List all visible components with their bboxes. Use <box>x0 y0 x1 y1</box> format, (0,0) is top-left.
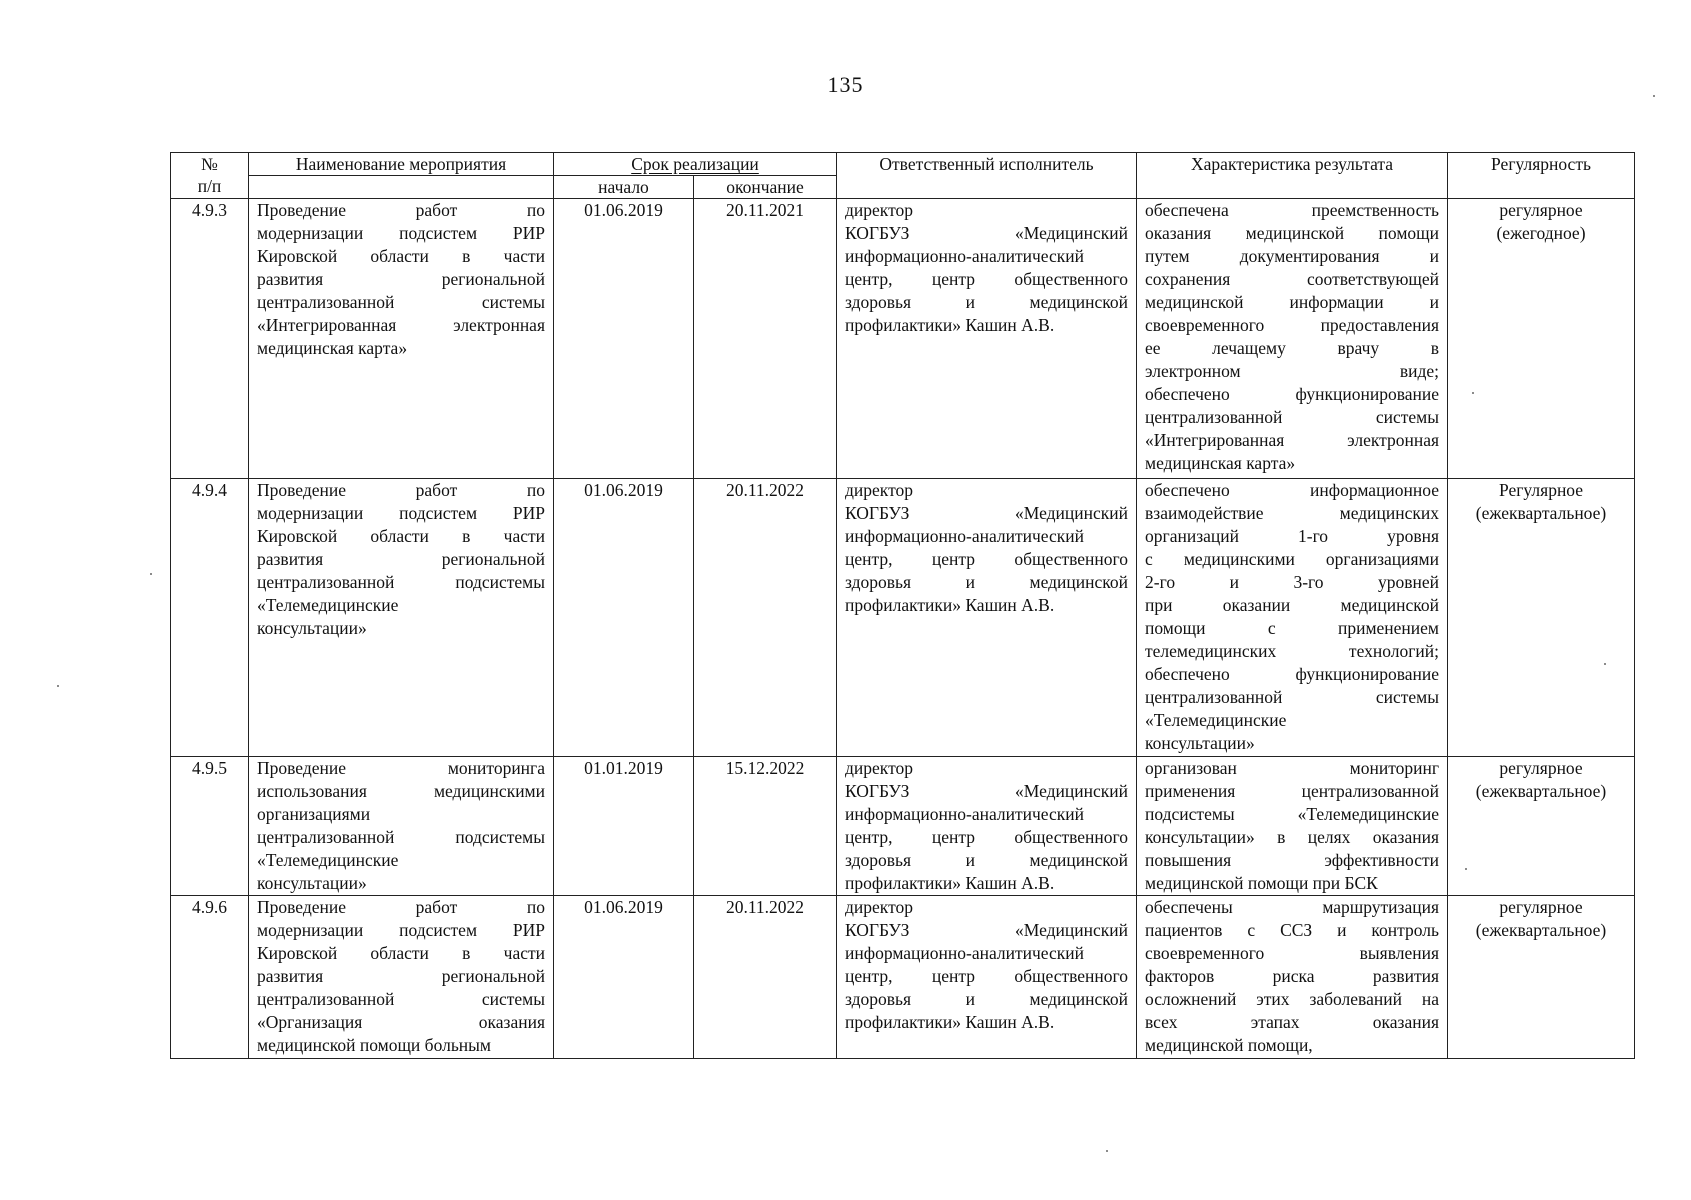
result-line: подсистемы «Телемедицинские <box>1145 804 1440 824</box>
table-row <box>171 479 1635 757</box>
name-line: Кировской области в части <box>257 943 545 963</box>
result-line: обеспечено функционирование <box>1145 664 1440 684</box>
result-line: с медицинскими организациями <box>1145 549 1440 569</box>
name-line: централизованной подсистемы <box>257 572 545 592</box>
name-line: модернизации подсистем РИР <box>257 920 545 940</box>
scan-speck <box>1465 868 1467 870</box>
name-line: Проведение работ по <box>257 897 545 917</box>
start-date: 01.01.2019 <box>554 757 694 896</box>
scan-speck <box>57 685 59 687</box>
table-row <box>171 757 1635 896</box>
header-period: Срок реализации <box>554 153 837 176</box>
result-line: 2-го и 3-го уровней <box>1145 572 1440 592</box>
name-line: Кировской области в части <box>257 246 545 266</box>
scan-speck <box>1106 1150 1108 1152</box>
result-line: всех этапах оказания <box>1145 1012 1440 1032</box>
executor-line: центр, центр общественного <box>845 827 1129 847</box>
result-description <box>1137 479 1448 757</box>
executor-line: профилактики» Кашин А.В. <box>845 873 1055 893</box>
executor-line: здоровья и медицинской <box>845 989 1129 1009</box>
name-line: «Организация оказания <box>257 1012 545 1032</box>
result-line: обеспечено информационное <box>1145 480 1440 500</box>
executor-line: здоровья и медицинской <box>845 572 1129 592</box>
row-number: 4.9.4 <box>171 479 249 757</box>
name-line: централизованной подсистемы <box>257 827 545 847</box>
name-line: Проведение работ по <box>257 480 545 500</box>
name-line: модернизации подсистем РИР <box>257 223 545 243</box>
end-date: 20.11.2022 <box>694 479 837 757</box>
result-line: при оказании медицинской <box>1145 595 1440 615</box>
end-date: 20.11.2022 <box>694 896 837 1059</box>
name-line: медицинской помощи больным <box>257 1035 492 1055</box>
result-line: обеспечена преемственность <box>1145 200 1440 220</box>
executor-line: КОГБУЗ «Медицинский <box>845 781 1129 801</box>
result-line: консультации» в целях оказания <box>1145 827 1440 847</box>
result-line: сохранения соответствующей <box>1145 269 1440 289</box>
name-line: «Телемедицинские <box>257 595 399 615</box>
executor-line: директор <box>845 897 913 917</box>
result-line: электронном виде; <box>1145 361 1440 381</box>
result-line: обеспечено функционирование <box>1145 384 1440 404</box>
executor-line: профилактики» Кашин А.В. <box>845 1012 1055 1032</box>
activity-name <box>249 896 554 1059</box>
executor-line: профилактики» Кашин А.В. <box>845 315 1055 335</box>
start-date: 01.06.2019 <box>554 896 694 1059</box>
name-line: «Телемедицинские <box>257 850 399 870</box>
start-date: 01.06.2019 <box>554 199 694 479</box>
result-line: взаимодействие медицинских <box>1145 503 1440 523</box>
name-line: консультации» <box>257 873 367 893</box>
regularity <box>1448 896 1635 1059</box>
result-line: применения централизованной <box>1145 781 1440 801</box>
result-line: повышения эффективности <box>1145 850 1440 870</box>
header-start: начало <box>554 176 694 199</box>
result-line: пациентов с ССЗ и контроль <box>1145 920 1440 940</box>
header-num <box>171 153 249 199</box>
name-line: «Интегрированная электронная <box>257 315 545 335</box>
result-line: своевременного выявления <box>1145 943 1440 963</box>
regularity <box>1448 199 1635 479</box>
name-line: Проведение мониторинга <box>257 758 545 778</box>
executor-line: центр, центр общественного <box>845 549 1129 569</box>
result-line: своевременного предоставления <box>1145 315 1440 335</box>
name-line: централизованной системы <box>257 292 545 312</box>
result-line: консультации» <box>1145 733 1255 753</box>
result-line: организаций 1-го уровня <box>1145 526 1440 546</box>
activity-name <box>249 479 554 757</box>
name-line: организациями <box>257 804 371 824</box>
result-line: оказания медицинской помощи <box>1145 223 1440 243</box>
end-date: 15.12.2022 <box>694 757 837 896</box>
regularity-line: регулярное <box>1499 758 1583 778</box>
regularity-line: (ежеквартальное) <box>1475 920 1607 940</box>
result-description <box>1137 757 1448 896</box>
table-row <box>171 199 1635 479</box>
header-num-line2: п/п <box>197 176 222 196</box>
result-line: медицинской помощи при БСК <box>1145 873 1378 893</box>
activities-table <box>170 152 1635 1059</box>
regularity-line: (ежеквартальное) <box>1475 781 1607 801</box>
executor-line: здоровья и медицинской <box>845 292 1129 312</box>
result-line: медицинская карта» <box>1145 453 1296 473</box>
name-line: развития региональной <box>257 966 545 986</box>
result-line: медицинской помощи, <box>1145 1035 1313 1055</box>
executor-line: центр, центр общественного <box>845 269 1129 289</box>
executor-line: директор <box>845 758 913 778</box>
executor <box>837 896 1137 1059</box>
name-line: развития региональной <box>257 269 545 289</box>
executor-line: КОГБУЗ «Медицинский <box>845 503 1129 523</box>
header-num-line1: № <box>201 154 218 174</box>
page-number: 135 <box>827 72 864 97</box>
result-line: централизованной системы <box>1145 687 1440 707</box>
result-line: медицинской информации и <box>1145 292 1440 312</box>
result-description <box>1137 199 1448 479</box>
result-line: обеспечены маршрутизация <box>1145 897 1440 917</box>
result-line: ее лечащему врачу в <box>1145 338 1440 358</box>
result-line: «Телемедицинские <box>1145 710 1287 730</box>
table-row <box>171 896 1635 1059</box>
header-regularity: Регулярность <box>1448 153 1635 199</box>
regularity <box>1448 479 1635 757</box>
name-line: Кировской области в части <box>257 526 545 546</box>
executor-line: центр, центр общественного <box>845 966 1129 986</box>
table-body <box>171 199 1635 1059</box>
executor-line: директор <box>845 200 913 220</box>
scan-speck <box>1472 392 1474 394</box>
header-result: Характеристика результата <box>1137 153 1448 199</box>
name-line: Проведение работ по <box>257 200 545 220</box>
executor-line: здоровья и медицинской <box>845 850 1129 870</box>
regularity-line: (ежегодное) <box>1496 223 1586 243</box>
name-line: консультации» <box>257 618 367 638</box>
result-line: организован мониторинг <box>1145 758 1440 778</box>
regularity-line: (ежеквартальное) <box>1475 503 1607 523</box>
regularity-line: Регулярное <box>1498 480 1584 500</box>
executor-line: информационно-аналитический <box>845 804 1084 824</box>
header-name-empty <box>249 176 554 199</box>
activity-name <box>249 757 554 896</box>
executor-line: КОГБУЗ «Медицинский <box>845 920 1129 940</box>
scan-speck <box>1604 663 1606 665</box>
executor <box>837 199 1137 479</box>
regularity-line: регулярное <box>1499 897 1583 917</box>
start-date: 01.06.2019 <box>554 479 694 757</box>
executor-line: КОГБУЗ «Медицинский <box>845 223 1129 243</box>
end-date: 20.11.2021 <box>694 199 837 479</box>
row-number: 4.9.3 <box>171 199 249 479</box>
result-line: факторов риска развития <box>1145 966 1440 986</box>
executor-line: информационно-аналитический <box>845 246 1084 266</box>
header-name: Наименование мероприятия <box>249 153 554 176</box>
name-line: модернизации подсистем РИР <box>257 503 545 523</box>
name-line: централизованной системы <box>257 989 545 1009</box>
result-line: централизованной системы <box>1145 407 1440 427</box>
name-line: медицинская карта» <box>257 338 408 358</box>
row-number: 4.9.6 <box>171 896 249 1059</box>
scan-speck <box>1653 95 1655 97</box>
executor-line: директор <box>845 480 913 500</box>
name-line: использования медицинскими <box>257 781 545 801</box>
result-description <box>1137 896 1448 1059</box>
result-line: помощи с применением <box>1145 618 1440 638</box>
row-number: 4.9.5 <box>171 757 249 896</box>
header-end: окончание <box>694 176 837 199</box>
result-line: телемедицинских технологий; <box>1145 641 1440 661</box>
scan-speck <box>150 573 152 575</box>
result-line: осложнений этих заболеваний на <box>1145 989 1440 1009</box>
table-header <box>171 153 1635 199</box>
name-line: развития региональной <box>257 549 545 569</box>
executor <box>837 757 1137 896</box>
executor-line: профилактики» Кашин А.В. <box>845 595 1055 615</box>
executor-line: информационно-аналитический <box>845 943 1084 963</box>
executor-line: информационно-аналитический <box>845 526 1084 546</box>
regularity <box>1448 757 1635 896</box>
activity-name <box>249 199 554 479</box>
header-executor: Ответственный исполнитель <box>837 153 1137 199</box>
result-line: путем документирования и <box>1145 246 1440 266</box>
executor <box>837 479 1137 757</box>
regularity-line: регулярное <box>1499 200 1583 220</box>
result-line: «Интегрированная электронная <box>1145 430 1440 450</box>
